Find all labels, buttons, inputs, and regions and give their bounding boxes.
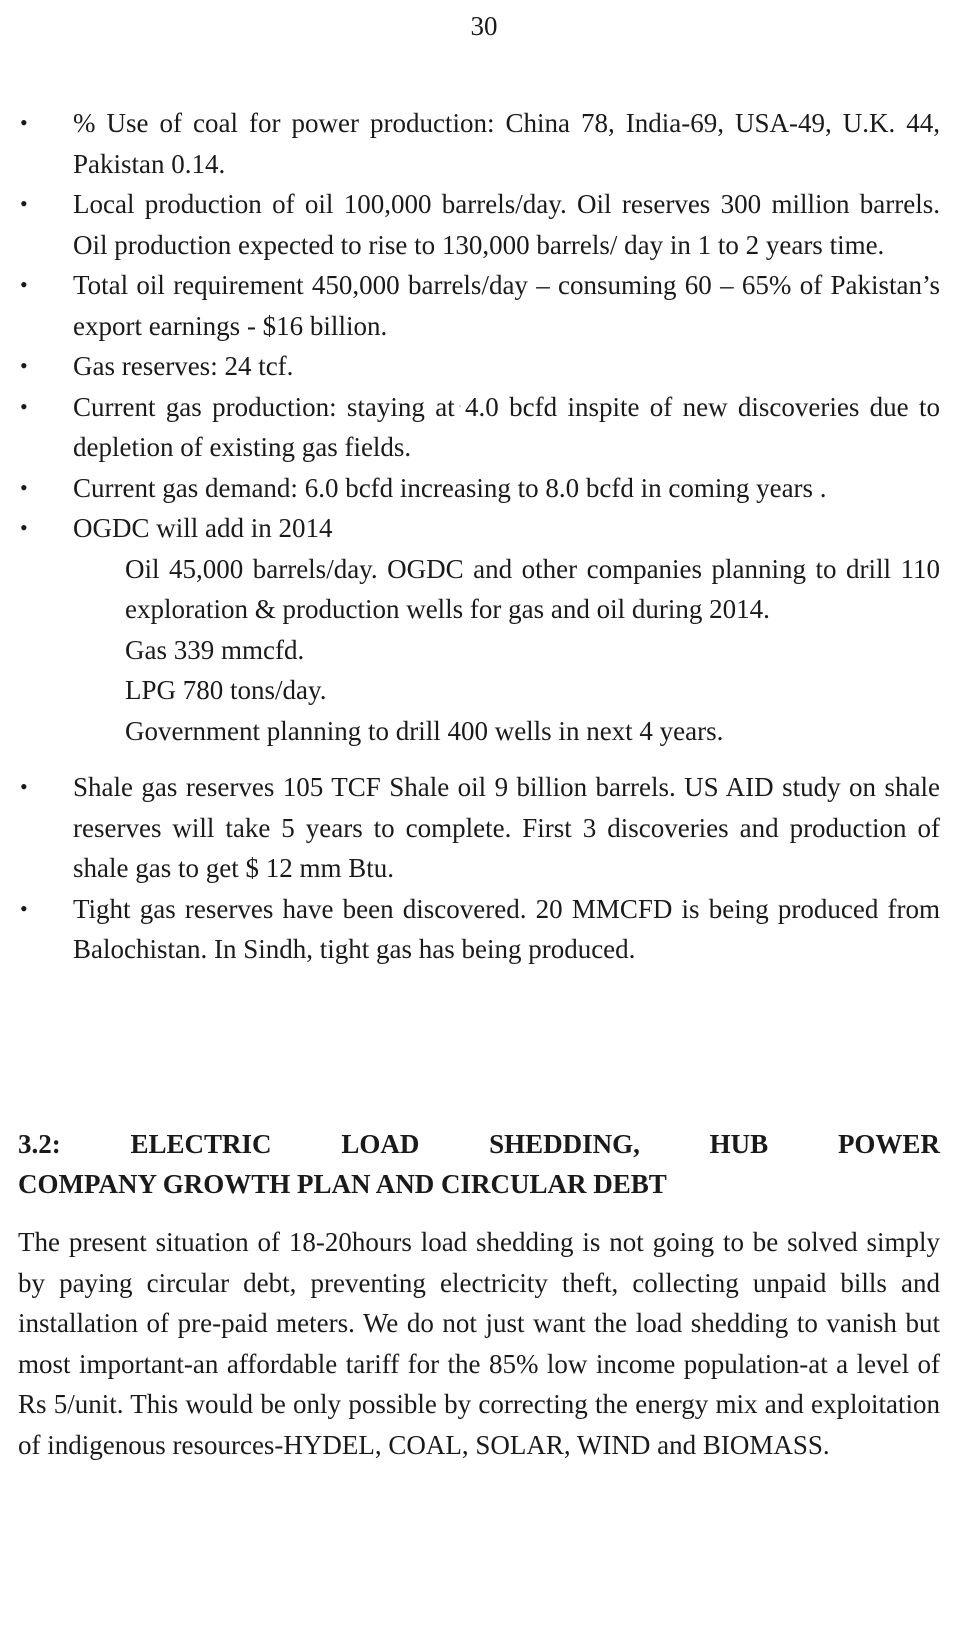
sub-list <box>73 549 940 752</box>
sub-item: Gas 339 mmcfd. <box>125 634 305 665</box>
heading-word: 3.2: <box>18 1129 61 1159</box>
bullet-glyph: • <box>20 353 28 378</box>
sub-item: Government planning to drill 400 wells in next 4 years. <box>125 715 724 746</box>
list-item-text: Local production of oil 100,000 barrels/day. Oil reserves 300 million barrels. Oil production expected to rise to 130,000 barrels/ day in 1 to 2 years time. <box>73 189 940 260</box>
bullet-glyph: • <box>20 191 28 216</box>
list-item-text: OGDC will add in 2014 <box>73 513 333 543</box>
list-item-text: % Use of coal for power production: China 78, India-69, USA-49, U.K. 44, Pakistan 0.14. <box>73 108 940 179</box>
heading-word: LOAD <box>341 1129 420 1159</box>
list-item-text: Total oil requirement 450,000 barrels/day – consuming 60 – 65% of Pakistan’s export earnings - $16 billion. <box>73 270 940 341</box>
bullet-glyph: • <box>20 774 28 799</box>
list-item <box>18 103 940 184</box>
bullet-glyph: • <box>20 474 28 500</box>
list-item-text: Current gas production: staying at 4.0 bcfd inspite of new discoveries due to depletion of existing gas fields. <box>73 391 940 462</box>
section-heading-line-1 <box>18 1124 940 1164</box>
bullet-glyph: • <box>20 895 28 921</box>
sub-item: LPG 780 tons/day. <box>125 675 327 705</box>
bullet-glyph: • <box>20 110 28 135</box>
list-item-text: Shale gas reserves 105 TCF Shale oil 9 billion barrels. US AID study on shale reserves will take 5 years to complete. First 3 discoveries and production of shale gas to get $ 12 mm Btu. <box>73 772 940 883</box>
body-paragraph: The present situation of 18-20hours load shedding is not going to be solved simply by paying circular debt, preventing electricity theft, collecting unpaid bills and installation of pre-paid meters. We do not just want the load shedding to vanish but most important-an affordable tariff for the 85% low income population-at a level of Rs 5/unit. This would be only possible by correcting the energy mix and exploitation of indigenous resources-HYDEL, COAL, SOLAR, WIND and BIOMASS. <box>18 1227 940 1460</box>
energy-facts-list <box>18 103 940 970</box>
list-item <box>18 387 940 468</box>
heading-word: HUB <box>709 1129 769 1159</box>
bullet-glyph: • <box>20 515 28 540</box>
list-item <box>18 468 940 509</box>
list-item-text: Current gas demand: 6.0 bcfd increasing to 8.0 bcfd in coming years . <box>73 472 827 503</box>
heading-word: POWER <box>837 1129 940 1159</box>
heading-word: ELECTRIC <box>130 1129 272 1159</box>
page-number: 30 <box>470 11 498 41</box>
sub-item: Oil 45,000 barrels/day. OGDC and other companies planning to drill 110 exploration & production wells for gas and oil during 2014. <box>125 553 940 624</box>
bullet-glyph: • <box>20 393 28 419</box>
list-item <box>18 184 940 265</box>
heading-word: SHEDDING, <box>489 1129 640 1159</box>
list-item-text: Gas reserves: 24 tcf. <box>73 351 294 381</box>
list-item-text: Tight gas reserves have been discovered. 20 MMCFD is being produced from Balochistan. In Sindh, tight gas has being produced. <box>73 893 940 964</box>
list-item <box>18 265 940 346</box>
list-item <box>18 767 940 889</box>
list-item <box>18 508 940 751</box>
section-heading-line-2: COMPANY GROWTH PLAN AND CIRCULAR DEBT <box>18 1169 667 1199</box>
section-heading <box>18 1124 940 1204</box>
list-item <box>18 889 940 970</box>
list-item <box>18 346 940 387</box>
bullet-glyph: • <box>20 272 28 297</box>
